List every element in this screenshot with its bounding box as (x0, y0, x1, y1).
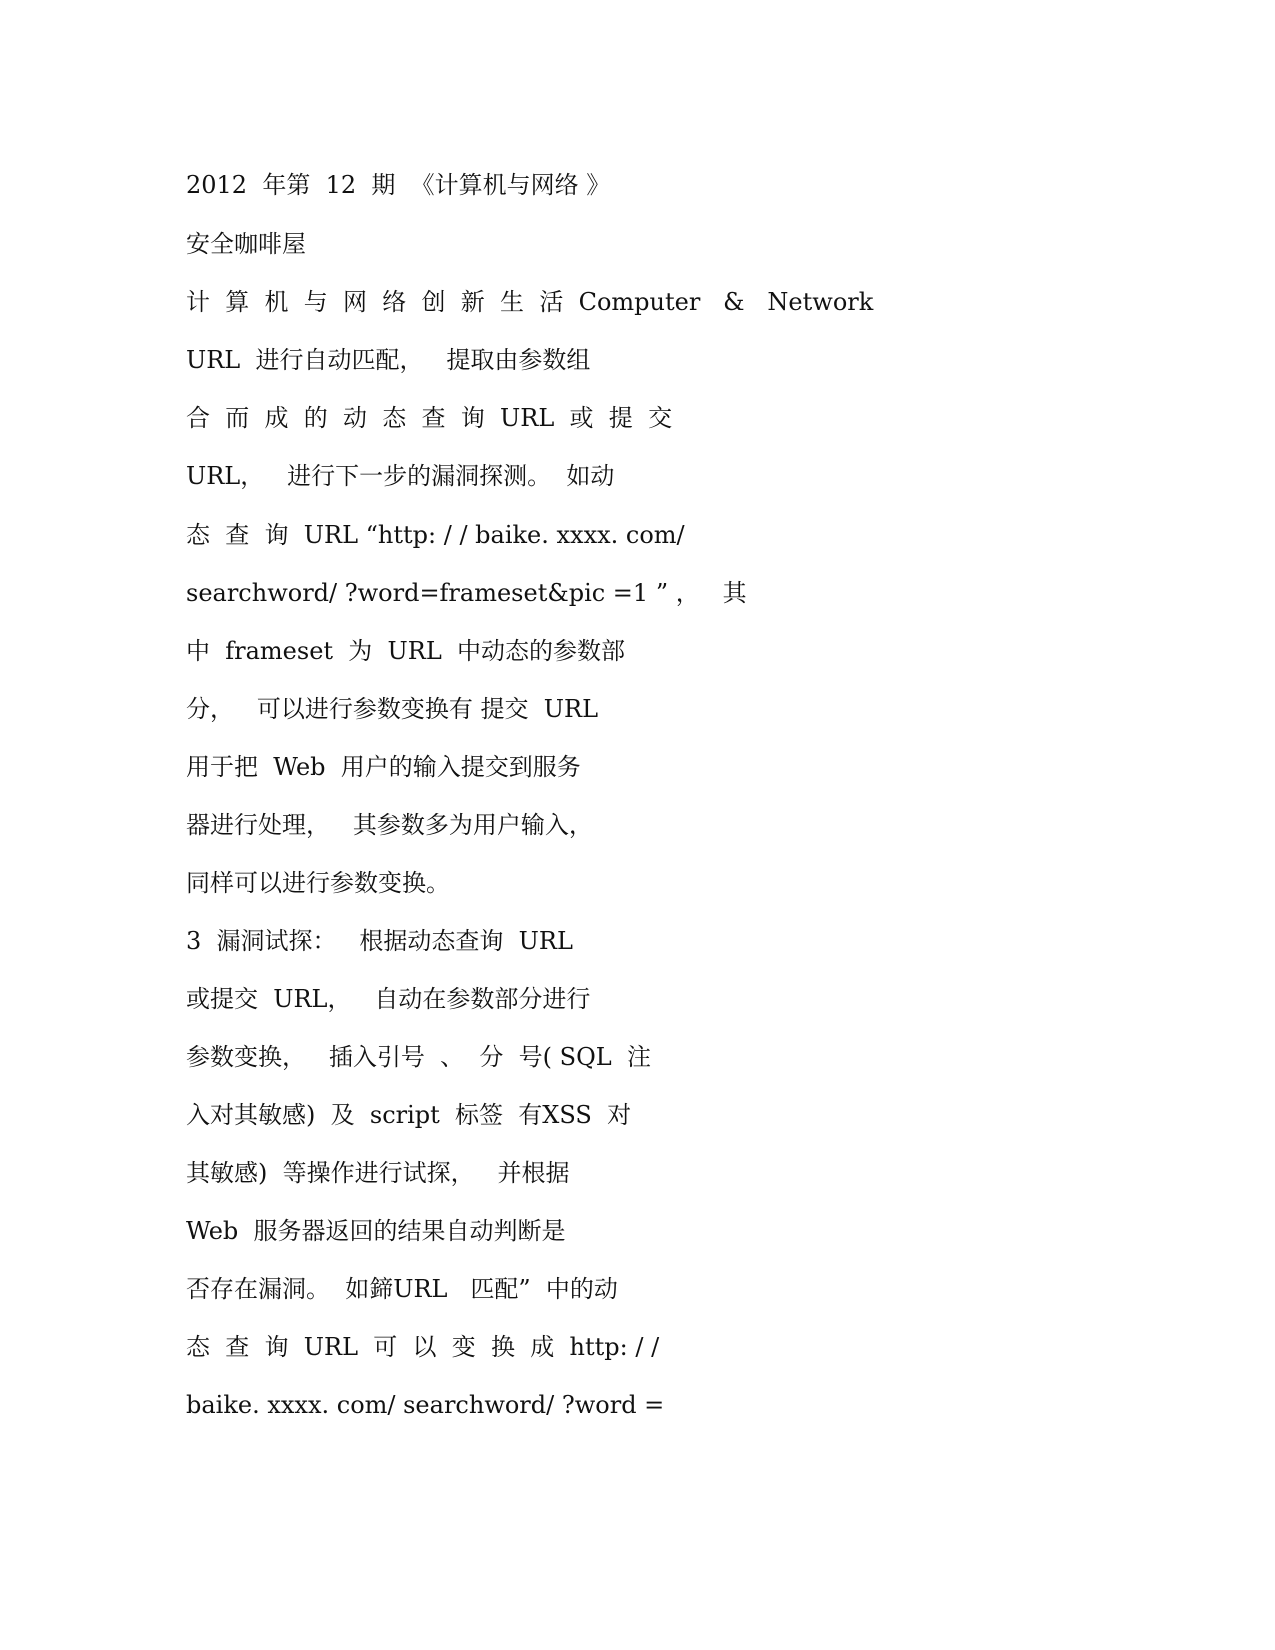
column-title: 计 算 机 与 网 络 创 新 生 活 Computer & Network (186, 288, 874, 316)
body-text-line: 态 查 询 URL “http: / / baike. xxxx. com/ (186, 521, 685, 549)
body-text-line: 或提交 URL， 自动在参数部分进行 (186, 985, 591, 1013)
body-text-line: 中 frameset 为 URL 中动态的参数部 (186, 637, 626, 665)
body-text-line: Web 服务器返回的结果自动判断是 (186, 1217, 566, 1245)
body-text-line: 参数变换， 插入引号 、 分 号( SQL 注 (186, 1043, 651, 1071)
body-text-line: 3 漏洞试探： 根据动态查询 URL (186, 927, 573, 955)
body-text-line: 用于把 Web 用户的输入提交到服务 (186, 753, 581, 781)
body-text-line: URL 进行自动匹配， 提取由参数组 (186, 346, 591, 374)
body-text-line: 入对其敏感) 及 script 标签 有XSS 对 (186, 1101, 632, 1129)
body-text-line: 否存在漏洞。 如鍗URL 匹配” 中的动 (186, 1275, 618, 1303)
body-text-line: 其敏感) 等操作进行试探， 并根据 (186, 1159, 570, 1187)
body-text-line: 态 查 询 URL 可 以 变 换 成 http: / / (186, 1333, 660, 1361)
body-text-line: 器进行处理， 其参数多为用户输入， (186, 811, 593, 839)
header-issue-line: 2012 年第 12 期 《计算机与网络 》 (186, 171, 611, 199)
body-text-line: searchword/ ?word=frameset&pic =1 ” ， 其 (186, 579, 747, 607)
body-text-line: URL， 进行下一步的漏洞探测。 如动 (186, 462, 615, 490)
body-text-line: 分， 可以进行参数变换有 提交 URL (186, 695, 599, 723)
section-label: 安全咖啡屋 (186, 230, 306, 258)
body-text-line: baike. xxxx. com/ searchword/ ?word = (186, 1391, 665, 1419)
body-text-line: 同样可以进行参数变换。 (186, 869, 450, 897)
body-text-line: 合 而 成 的 动 态 查 询 URL 或 提 交 (186, 404, 673, 432)
